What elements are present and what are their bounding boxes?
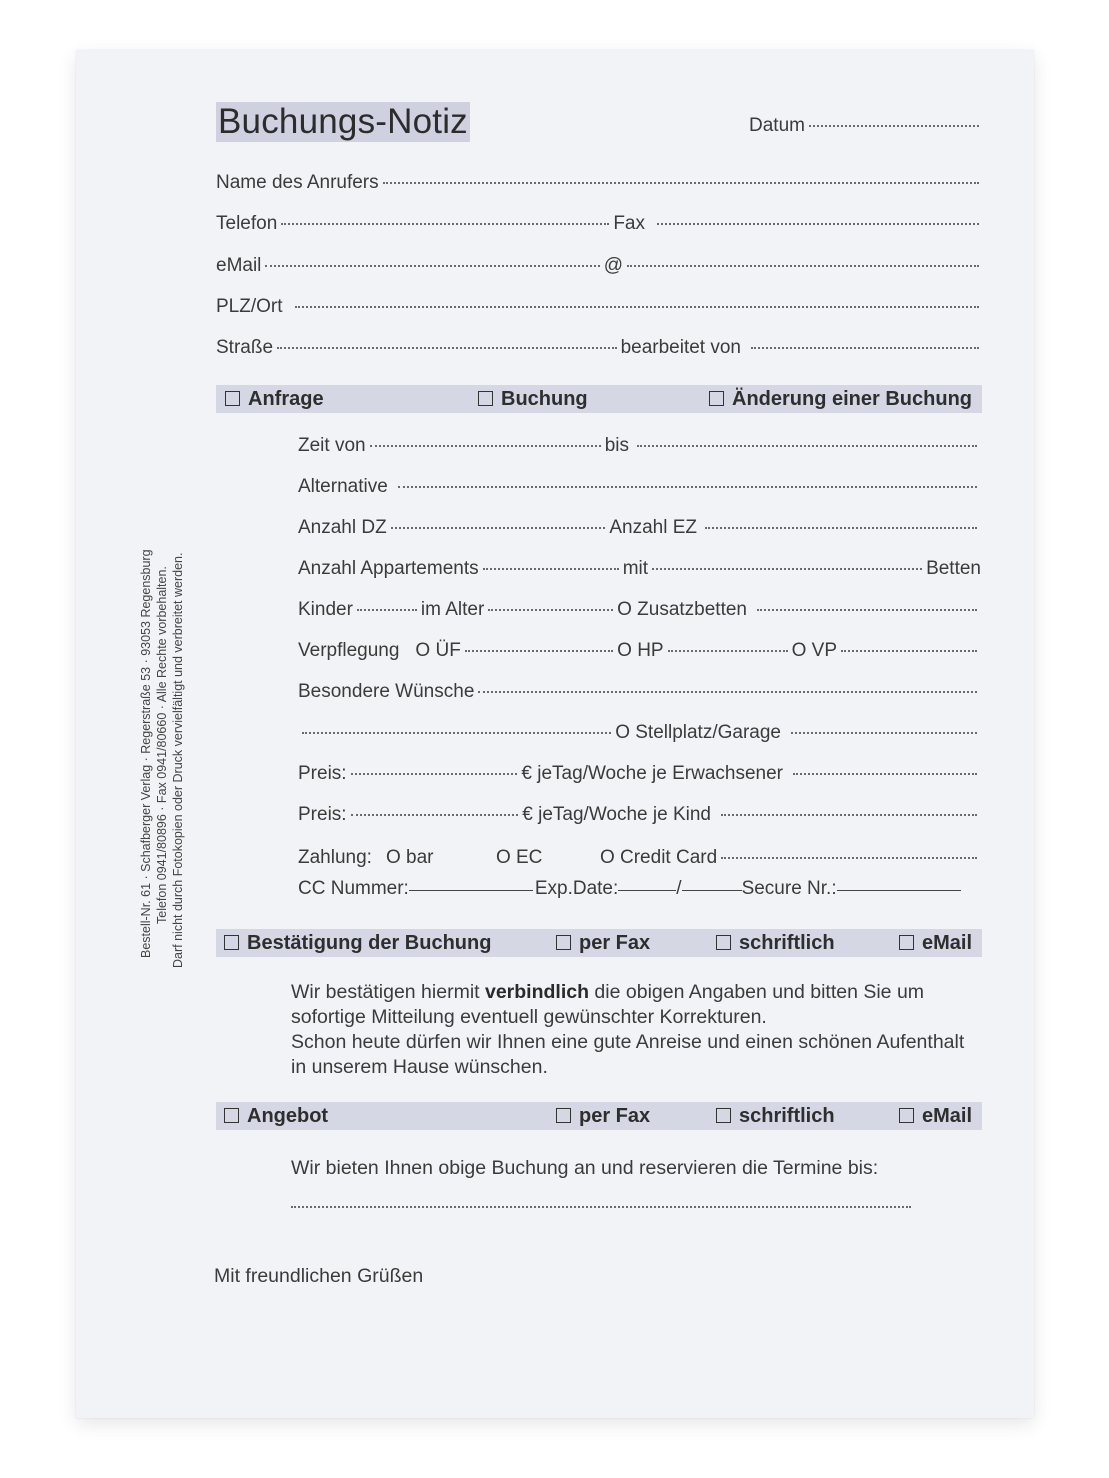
confirm-text-2: Schon heute dürfen wir Ihnen eine gute Anreise und einen schönen Aufenthalt in unserem Hause wünschen. [291, 1031, 965, 1078]
betten-label: Betten [926, 558, 981, 579]
verpflegung-row [298, 640, 981, 662]
bestaetigung-option[interactable] [224, 932, 491, 955]
strasse-field[interactable] [277, 347, 617, 349]
anzahl-dz-field[interactable] [391, 527, 606, 529]
angebot-option[interactable] [224, 1105, 328, 1128]
appartements-label: Anzahl Appartements [298, 558, 479, 579]
offer-fax-label: per Fax [579, 1104, 651, 1127]
preis2-field[interactable] [351, 814, 519, 816]
confirm-fax-option[interactable] [556, 932, 650, 955]
checkbox-icon[interactable] [556, 935, 571, 950]
vp-option[interactable]: O VP [791, 640, 837, 661]
exp-year-field[interactable] [682, 889, 742, 891]
checkbox-icon[interactable] [556, 1108, 571, 1123]
anfrage-label: Anfrage [248, 387, 324, 410]
mit-label: mit [622, 558, 649, 579]
offer-fax-option[interactable] [556, 1105, 650, 1128]
checkbox-icon[interactable] [225, 391, 240, 406]
publisher-note [138, 549, 186, 968]
appartements-row [298, 558, 981, 580]
bearbeitet-field[interactable] [751, 347, 979, 349]
offer-date-row [291, 1210, 911, 1212]
bis-field[interactable] [637, 445, 977, 447]
offer-email-option[interactable] [899, 1105, 972, 1128]
telefon-label: Telefon [216, 213, 278, 234]
bestaetigung-label: Bestätigung der Buchung [247, 931, 492, 954]
at-sign: @ [603, 255, 623, 276]
wuensche-row [298, 681, 981, 703]
publisher-line-1: Bestell-Nr. 61 · Schafberger Verlag · Regerstraße 53 · 93053 Regensburg [139, 549, 153, 958]
strasse-label: Straße [216, 337, 274, 358]
aenderung-option[interactable] [709, 388, 972, 411]
fax-field[interactable] [657, 223, 979, 225]
anzahl-ez-label: Anzahl EZ [609, 517, 697, 538]
confirm-schriftlich-label: schriftlich [739, 931, 835, 954]
preis1-suffix: € jeTag/Woche je Erwachsener [521, 763, 783, 784]
bearbeitet-label: bearbeitet von [620, 337, 741, 358]
form-title: Buchungs-Notiz [218, 102, 468, 141]
email-field[interactable] [265, 265, 599, 267]
checkbox-icon[interactable] [478, 391, 493, 406]
name-row [216, 172, 983, 194]
preis1-field[interactable] [351, 773, 518, 775]
confirm-email-option[interactable] [899, 932, 972, 955]
buchung-label: Buchung [501, 387, 588, 410]
email-domain-field[interactable] [627, 265, 979, 267]
plz-row [216, 296, 983, 318]
stellplatz-row [298, 722, 981, 744]
confirm-schriftlich-option[interactable] [716, 932, 835, 955]
anzahl-dz-label: Anzahl DZ [298, 517, 387, 538]
checkbox-icon[interactable] [709, 391, 724, 406]
datum-field[interactable] [809, 125, 979, 127]
im-alter-field[interactable] [488, 609, 613, 611]
plz-field[interactable] [295, 306, 979, 308]
aenderung-label: Änderung einer Buchung [732, 387, 972, 410]
hp-field[interactable] [668, 650, 788, 652]
hp-option[interactable]: O HP [617, 640, 664, 661]
alternative-row [298, 476, 981, 498]
stellplatz-field[interactable] [791, 732, 977, 734]
angebot-label: Angebot [247, 1104, 329, 1127]
telefon-row [216, 213, 983, 235]
datum-label: Datum [749, 115, 805, 136]
confirm-fax-label: per Fax [579, 931, 651, 954]
wuensche-field[interactable] [478, 691, 977, 693]
wuensche-field-2[interactable] [302, 732, 611, 734]
buchung-option[interactable] [478, 388, 588, 411]
confirm-text-1: Wir bestätigen hiermit verbindlich die obigen Angaben und bitten Sie um sofortige Mitteilung eventuell gewünschter Korrekturen. [291, 981, 925, 1028]
kinder-field[interactable] [357, 609, 417, 611]
bis-label: bis [604, 435, 629, 456]
checkbox-icon[interactable] [224, 935, 239, 950]
datum-row [749, 115, 983, 137]
offer-bar [216, 1102, 982, 1130]
anzahl-ez-field[interactable] [705, 527, 977, 529]
cc-field[interactable] [721, 857, 977, 859]
appartements-field[interactable] [483, 568, 619, 570]
exp-slash: / [676, 878, 682, 899]
publisher-line-2: Telefon 0941/80896 · Fax 0941/80660 · Alle Rechte vorbehalten. [155, 566, 169, 924]
offer-email-label: eMail [922, 1104, 973, 1127]
email-row [216, 255, 983, 277]
kinder-row [298, 599, 981, 621]
exp-date-label: Exp.Date: [534, 878, 619, 899]
wuensche-label: Besondere Wünsche [298, 681, 475, 702]
preis-erwachsener-row [298, 763, 981, 785]
preis1-extra-field[interactable] [793, 773, 977, 775]
strasse-row [216, 337, 983, 359]
checkbox-icon[interactable] [716, 935, 731, 950]
confirm-email-label: eMail [922, 931, 973, 954]
preis2-label: Preis: [298, 804, 347, 825]
cc-details-row [298, 878, 981, 900]
preis-kind-row [298, 804, 981, 826]
checkbox-icon[interactable] [224, 1108, 239, 1123]
zusatzbetten-field[interactable] [757, 609, 977, 611]
zeit-row [298, 435, 981, 457]
name-label: Name des Anrufers [216, 172, 379, 193]
zahlung-row [298, 847, 981, 869]
offer-text: Wir bieten Ihnen obige Buchung an und reservieren die Termine bis: [291, 1157, 879, 1179]
fax-label: Fax [613, 213, 645, 234]
uef-option[interactable]: O ÜF [415, 640, 461, 661]
secure-nr-field[interactable] [837, 889, 961, 891]
checkbox-icon[interactable] [899, 1108, 914, 1123]
name-field[interactable] [383, 182, 979, 184]
cc-nummer-field[interactable] [409, 889, 533, 891]
closing-text: Mit freundlichen Grüßen [214, 1265, 424, 1287]
email-label: eMail [216, 255, 262, 276]
kinder-label: Kinder [298, 599, 353, 620]
exp-month-field[interactable] [618, 889, 676, 891]
type-bar [216, 385, 982, 413]
telefon-field[interactable] [281, 223, 609, 225]
offer-date-field[interactable] [291, 1206, 911, 1208]
offer-schriftlich-option[interactable] [716, 1105, 835, 1128]
zusatzbetten-label[interactable]: O Zusatzbetten [617, 599, 747, 620]
preis2-suffix: € jeTag/Woche je Kind [522, 804, 711, 825]
bar-option[interactable]: O bar [385, 847, 434, 868]
offer-schriftlich-label: schriftlich [739, 1104, 835, 1127]
plz-label: PLZ/Ort [216, 296, 283, 317]
checkbox-icon[interactable] [716, 1108, 731, 1123]
im-alter-label: im Alter [420, 599, 485, 620]
form-sheet [76, 50, 1034, 1418]
betten-field[interactable] [652, 568, 922, 570]
checkbox-icon[interactable] [899, 935, 914, 950]
cc-option[interactable]: O Credit Card [599, 847, 718, 868]
preis1-label: Preis: [298, 763, 347, 784]
stellplatz-option[interactable]: O Stellplatz/Garage [615, 722, 781, 743]
anzahl-zimmer-row [298, 517, 981, 539]
zeit-von-field[interactable] [370, 445, 601, 447]
confirm-paragraph [291, 980, 971, 1080]
zeit-von-label: Zeit von [298, 435, 366, 456]
uef-field[interactable] [465, 650, 613, 652]
verpflegung-label: Verpflegung [298, 640, 400, 661]
confirm-bar [216, 929, 982, 957]
zahlung-label: Zahlung: [298, 847, 372, 868]
ec-option[interactable]: O EC [495, 847, 543, 868]
cc-nummer-label: CC Nummer: [298, 878, 409, 899]
secure-nr-label: Secure Nr.: [741, 878, 837, 899]
anfrage-option[interactable] [225, 388, 324, 411]
alternative-label: Alternative [298, 476, 388, 497]
vp-field[interactable] [841, 650, 977, 652]
preis2-extra-field[interactable] [721, 814, 977, 816]
publisher-line-3: Darf nicht durch Fotokopien oder Druck vervielfältigt und verbreitet werden. [171, 552, 185, 968]
alternative-field[interactable] [398, 486, 977, 488]
